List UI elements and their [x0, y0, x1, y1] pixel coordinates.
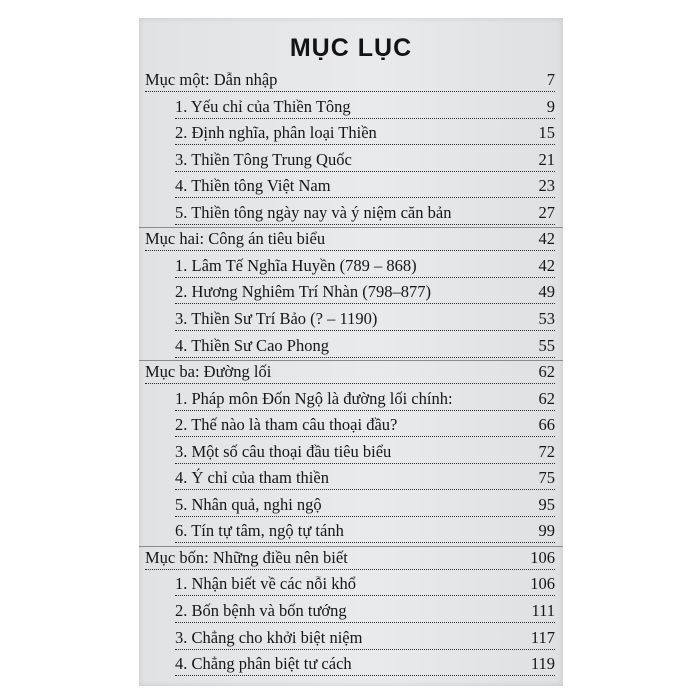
toc-entry-page-number: 15 — [538, 123, 555, 143]
toc-entry — [175, 597, 555, 623]
toc-entry-page-number: 42 — [538, 255, 555, 275]
toc-entry — [175, 305, 555, 331]
section-heading — [145, 544, 555, 570]
section-heading-page-number: 42 — [538, 229, 555, 249]
toc-entry — [175, 172, 555, 198]
toc-entry — [175, 252, 555, 278]
toc-entry — [175, 624, 555, 650]
toc-entry — [175, 570, 555, 596]
toc-entry-page-number: 119 — [530, 654, 555, 674]
toc-entry-page-number: 99 — [538, 521, 555, 541]
toc-entry-label: 4. Ý chỉ của tham thiền — [175, 468, 329, 488]
toc-entry-label: 4. Chẳng phân biệt tư cách — [175, 654, 352, 674]
toc-entry-label: 2. Bốn bệnh và bốn tướng — [175, 601, 347, 620]
toc-entry-page-number: 55 — [538, 335, 555, 355]
toc-entry — [175, 517, 555, 543]
toc-entry — [175, 93, 555, 119]
toc-entry-page-number: 62 — [538, 388, 555, 408]
toc-entry-label: 2. Thế nào là tham câu thoại đầu? — [175, 415, 398, 435]
toc-entry — [175, 464, 555, 490]
section-heading-label: Mục bốn: Những điều nên biết — [145, 547, 348, 567]
toc-entry-page-number: 53 — [538, 308, 555, 328]
section-heading-page-number: 62 — [538, 362, 555, 382]
section-heading-page-number: 7 — [546, 70, 555, 89]
toc-entry-label: 1. Pháp môn Đốn Ngộ là đường lối chính: — [175, 388, 453, 408]
section-heading — [145, 66, 555, 92]
toc-entry-label: 2. Định nghĩa, phân loại Thiền — [175, 123, 377, 143]
page-title: MỤC LỤC — [289, 34, 413, 62]
toc-entry-page-number: 117 — [530, 627, 555, 647]
toc-entry — [175, 332, 555, 358]
toc-entry-page-number: 111 — [531, 601, 555, 620]
toc-entry-label: 3. Chẳng cho khởi biệt niệm — [175, 627, 363, 647]
toc-entry-page-number: 21 — [538, 149, 555, 169]
toc-entry — [175, 146, 555, 172]
toc-entry-label: 3. Thiền Sư Trí Bảo (? – 1190) — [175, 308, 378, 328]
toc-entry-label: 5. Thiền tông ngày nay và ý niệm căn bản — [175, 202, 452, 222]
toc-entry-label: 6. Tín tự tâm, ngộ tự tánh — [175, 521, 344, 541]
toc-entry-label: 5. Nhân quả, nghi ngộ — [175, 494, 322, 514]
table-of-contents — [139, 18, 563, 686]
section-heading — [145, 358, 555, 384]
toc-entry — [175, 650, 555, 676]
toc-entry — [175, 199, 555, 225]
section-heading-label: Mục hai: Công án tiêu biểu — [145, 229, 326, 249]
toc-entry-page-number: 9 — [546, 96, 555, 116]
toc-entry-page-number: 27 — [538, 202, 555, 222]
book-page — [139, 18, 563, 686]
toc-entry-page-number: 75 — [538, 468, 555, 488]
toc-entry — [175, 119, 555, 145]
toc-entry-page-number: 49 — [538, 282, 555, 302]
toc-entry — [175, 278, 555, 304]
section-heading-label: Mục một: Dẫn nhập — [145, 70, 278, 89]
toc-entry-page-number: 66 — [538, 415, 555, 435]
section-heading-label: Mục ba: Đường lối — [145, 362, 272, 382]
toc-entry-label: 1. Yếu chỉ của Thiền Tông — [175, 96, 351, 116]
toc-entry — [175, 491, 555, 517]
section-heading — [145, 225, 555, 251]
toc-entry-label: 4. Thiền Sư Cao Phong — [175, 335, 329, 355]
toc-entry-label: 2. Hương Nghiêm Trí Nhàn (798–877) — [175, 282, 431, 302]
toc-entry-label: 3. Một số câu thoại đầu tiêu biểu — [175, 441, 392, 461]
toc-entry-page-number: 23 — [538, 176, 555, 196]
section-heading-page-number: 106 — [530, 547, 555, 567]
toc-entry-label: 4. Thiền tông Việt Nam — [175, 176, 331, 196]
toc-entry-label: 1. Nhận biết về các nỗi khổ — [175, 574, 356, 594]
toc-entry — [175, 438, 555, 464]
toc-entry-page-number: 106 — [530, 574, 555, 594]
toc-entry — [175, 411, 555, 437]
toc-entry-label: 1. Lâm Tế Nghĩa Huyền (789 – 868) — [175, 255, 417, 275]
toc-entry-label: 3. Thiền Tông Trung Quốc — [175, 149, 352, 169]
toc-entry-page-number: 72 — [538, 441, 555, 461]
toc-entry-page-number: 95 — [538, 494, 555, 514]
toc-entry — [175, 385, 555, 411]
